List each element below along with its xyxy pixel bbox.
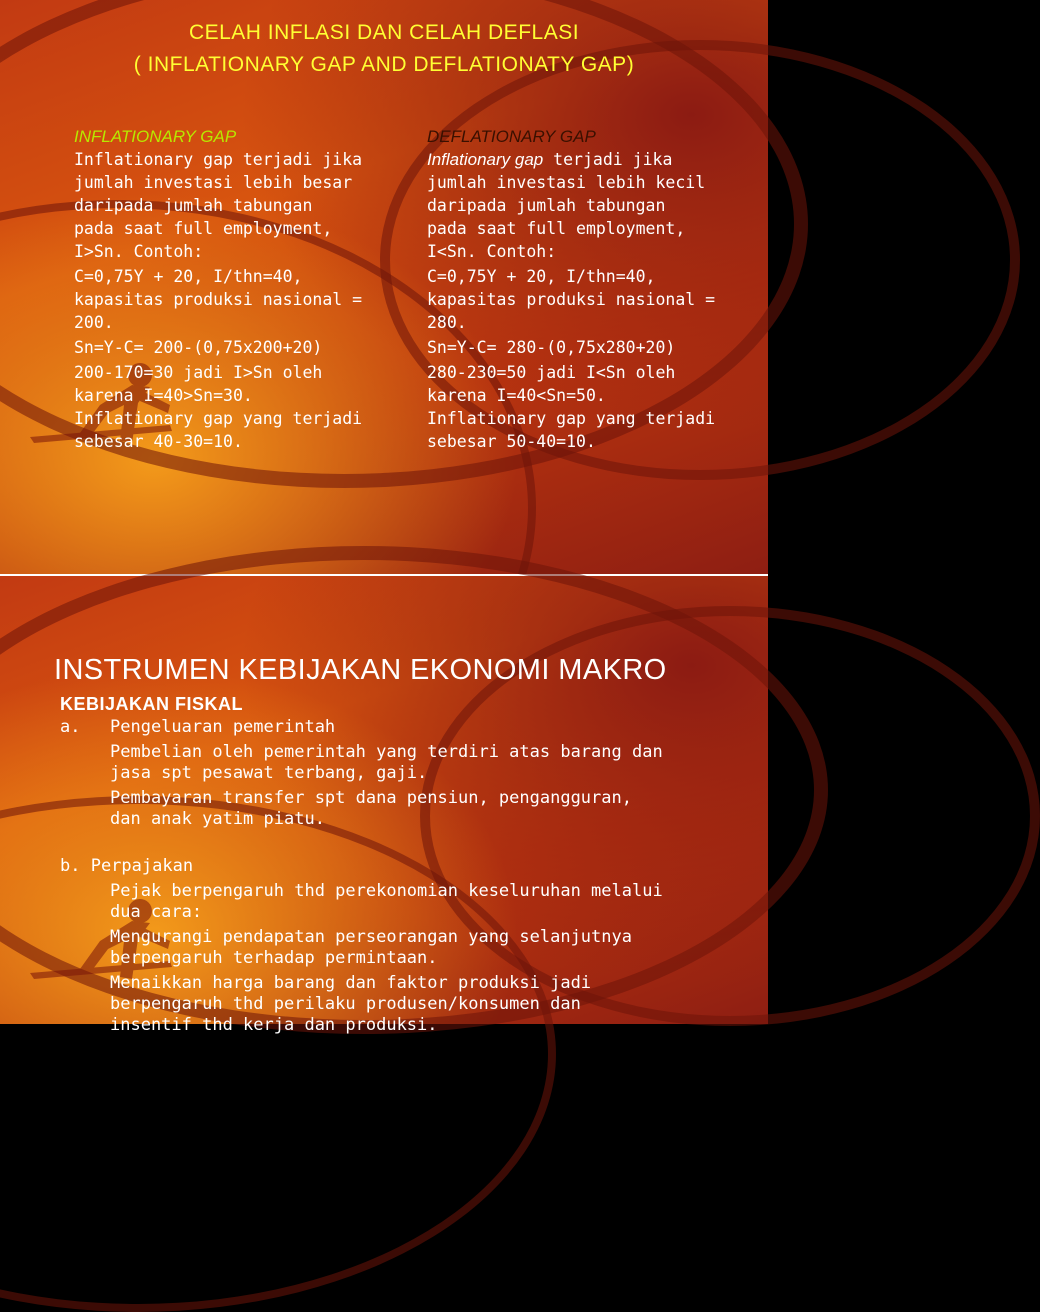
item-a-label: a. bbox=[60, 717, 81, 737]
left-example-3: 200. bbox=[74, 313, 114, 332]
right-intro-5: I<Sn. Contoh: bbox=[427, 242, 557, 261]
slide2-title: INSTRUMEN KEBIJAKAN EKONOMI MAKRO bbox=[54, 654, 667, 686]
right-example-2: kapasitas produksi nasional = bbox=[427, 290, 716, 309]
left-result-2: karena I=40>Sn=30. bbox=[74, 386, 253, 405]
right-result-4: sebesar 50-40=10. bbox=[427, 432, 596, 451]
fiscal-policy-heading: KEBIJAKAN FISKAL bbox=[60, 694, 244, 714]
right-intro-4: pada saat full employment, bbox=[427, 219, 686, 238]
b-item-1 bbox=[60, 881, 740, 923]
a-item-2 bbox=[60, 788, 740, 830]
b-item-3-line2: berpengaruh thd perilaku produsen/konsumen dan bbox=[110, 994, 581, 1014]
left-example-2: kapasitas produksi nasional = bbox=[74, 290, 363, 309]
a-item-2-line1: Pembayaran transfer spt dana pensiun, pengangguran, bbox=[110, 788, 632, 808]
right-result-1: 280-230=50 jadi I<Sn oleh bbox=[427, 363, 676, 382]
left-intro-1: Inflationary gap terjadi jika bbox=[74, 150, 363, 169]
right-intro-2: jumlah investasi lebih kecil bbox=[427, 173, 706, 192]
left-result-3: Inflationary gap yang terjadi bbox=[74, 409, 363, 428]
b-item-2-line2: berpengaruh terhadap permintaan. bbox=[110, 948, 438, 968]
slide-inflation-gap bbox=[0, 0, 768, 574]
b-item-3-line3: insentif thd kerja dan produksi. bbox=[110, 1015, 438, 1035]
item-b-text: b. Perpajakan bbox=[60, 856, 194, 876]
item-a bbox=[60, 717, 740, 738]
right-example-1: C=0,75Y + 20, I/thn=40, bbox=[427, 267, 656, 286]
b-item-2 bbox=[60, 927, 740, 969]
right-intro-1 bbox=[427, 148, 747, 171]
b-item-3-line1: Menaikkan harga barang dan faktor produksi jadi bbox=[110, 973, 592, 993]
right-intro-italic: Inflationary gap bbox=[427, 150, 544, 169]
inflationary-gap-heading: INFLATIONARY GAP bbox=[74, 127, 237, 146]
item-a-text: Pengeluaran pemerintah bbox=[110, 717, 336, 737]
left-intro-3: daripada jumlah tabungan bbox=[74, 196, 313, 215]
left-sn-line: Sn=Y-C= 200-(0,75x200+20) bbox=[74, 338, 323, 357]
a-item-2-line2: dan anak yatim piatu. bbox=[110, 809, 325, 829]
a-item-1 bbox=[60, 742, 740, 784]
b-item-1-line1: Pejak berpengaruh thd perekonomian keseluruhan melalui bbox=[110, 881, 663, 901]
slide1-title-line1: CELAH INFLASI DAN CELAH DEFLASI bbox=[188, 21, 580, 44]
right-intro-3: daripada jumlah tabungan bbox=[427, 196, 666, 215]
deflationary-gap-heading: DEFLATIONARY GAP bbox=[427, 127, 596, 146]
slide1-title-line2: ( INFLATIONARY GAP AND DEFLATIONATY GAP) bbox=[133, 53, 635, 76]
left-intro-4: pada saat full employment, bbox=[74, 219, 333, 238]
right-intro-rest: terjadi jika bbox=[543, 150, 673, 169]
left-intro-5: I>Sn. Contoh: bbox=[74, 242, 204, 261]
left-result-1: 200-170=30 jadi I>Sn oleh bbox=[74, 363, 323, 382]
fiscal-policy-body bbox=[60, 694, 740, 1036]
left-example-1: C=0,75Y + 20, I/thn=40, bbox=[74, 267, 303, 286]
right-result-3: Inflationary gap yang terjadi bbox=[427, 409, 716, 428]
a-item-1-line1: Pembelian oleh pemerintah yang terdiri atas barang dan bbox=[110, 742, 663, 762]
right-result-2: karena I=40<Sn=50. bbox=[427, 386, 606, 405]
right-sn-line: Sn=Y-C= 280-(0,75x280+20) bbox=[427, 338, 676, 357]
a-item-1-line2: jasa spt pesawat terbang, gaji. bbox=[110, 763, 428, 783]
b-item-2-line1: Mengurangi pendapatan perseorangan yang selanjutnya bbox=[110, 927, 632, 947]
slide-macro-policy bbox=[0, 576, 768, 1035]
b-item-1-line2: dua cara: bbox=[110, 902, 203, 922]
right-example-3: 280. bbox=[427, 313, 467, 332]
left-intro-2: jumlah investasi lebih besar bbox=[74, 173, 353, 192]
b-item-3 bbox=[60, 973, 740, 1036]
left-result-4: sebesar 40-30=10. bbox=[74, 432, 243, 451]
deflationary-gap-column bbox=[427, 126, 747, 453]
inflationary-gap-column bbox=[74, 126, 394, 453]
